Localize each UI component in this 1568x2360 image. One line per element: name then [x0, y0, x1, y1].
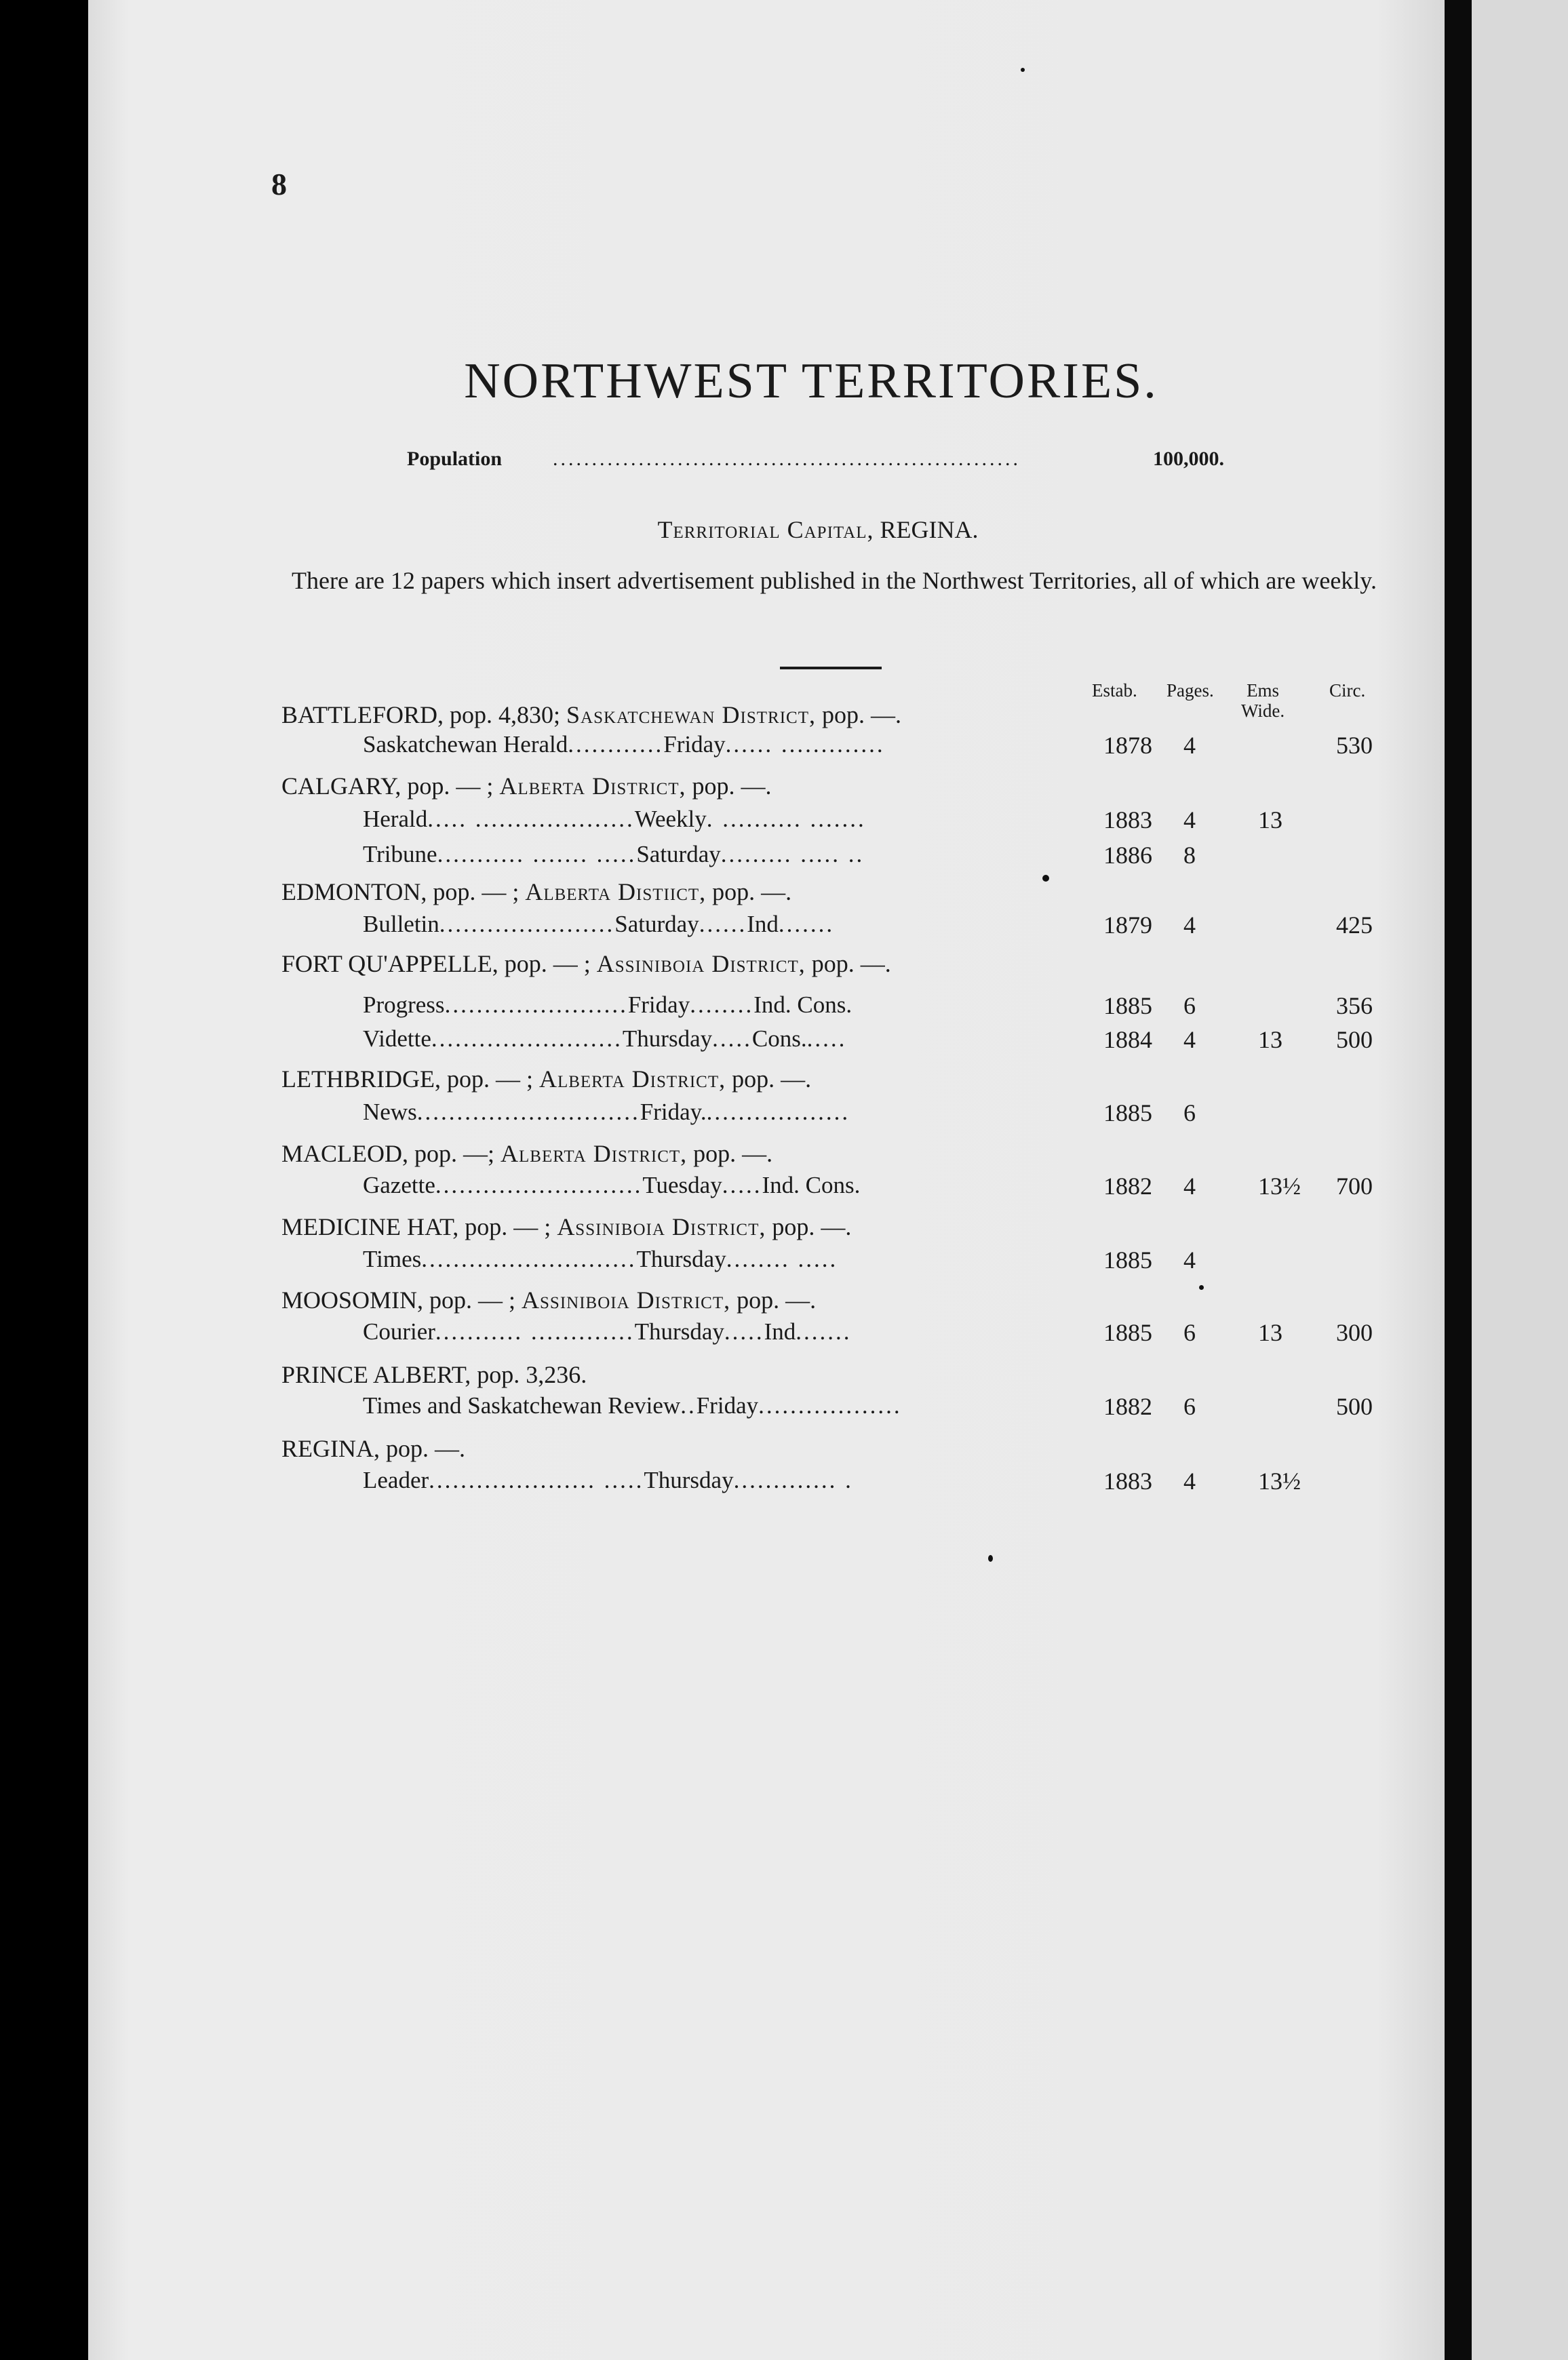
- intro-paragraph: There are 12 papers which insert advertisement published in the Northwest Territories, all of which are weekly.: [292, 567, 1377, 594]
- population-value: 100,000.: [1153, 448, 1224, 470]
- leader-dots: ............................: [416, 1099, 640, 1125]
- paper-day: Thursday: [644, 1467, 734, 1493]
- scan-speck: [1042, 875, 1049, 882]
- paper-row: [363, 731, 885, 758]
- paper-politics: Ind. Cons.: [753, 991, 852, 1018]
- estab-value: 1883: [1103, 1468, 1152, 1495]
- paper-day: Thursday: [636, 1246, 726, 1272]
- town-name: MEDICINE HAT, pop. — ;: [281, 1213, 551, 1240]
- town-name: LETHBRIDGE, pop. — ;: [281, 1065, 533, 1093]
- page-title-row: [0, 353, 1568, 410]
- town-heading: [281, 772, 772, 800]
- column-header-estab: Estab.: [1092, 680, 1137, 701]
- column-header-ems: [1241, 680, 1285, 721]
- paper-name: Vidette: [363, 1025, 431, 1052]
- town-suffix: pop. —.: [737, 1286, 817, 1314]
- pages-value: 4: [1183, 1173, 1196, 1200]
- paper-row: [363, 841, 864, 868]
- paper-row: [363, 991, 852, 1019]
- pages-value: 4: [1183, 1026, 1196, 1053]
- column-header-pages: Pages.: [1167, 680, 1214, 701]
- paper-day: Weekly: [634, 806, 707, 832]
- leader-dots: ........... .............: [435, 1318, 635, 1345]
- pages-value: 4: [1183, 1246, 1196, 1274]
- town-heading: [281, 1213, 851, 1241]
- estab-value: 1885: [1103, 992, 1152, 1019]
- paper-name: Gazette: [363, 1172, 435, 1198]
- paper-row: [363, 911, 834, 938]
- leader-dots: ......................: [439, 911, 615, 937]
- estab-value: 1884: [1103, 1026, 1152, 1053]
- paper-day: Thursday: [634, 1318, 724, 1345]
- paper-row: [363, 1246, 838, 1273]
- leader-dots: ..... ....................: [427, 806, 635, 832]
- leader-dots: ......: [699, 911, 747, 937]
- paper-row: [363, 1172, 860, 1199]
- town-district: Assiniboia District,: [596, 950, 806, 977]
- town-heading: [281, 1286, 816, 1314]
- leader-dots: .....: [724, 1318, 764, 1345]
- paper-row: [363, 1392, 902, 1419]
- column-header-ems-line1: Ems: [1247, 680, 1280, 701]
- town-name: FORT QU'APPELLE, pop. — ;: [281, 950, 591, 977]
- pages-value: 6: [1183, 1099, 1196, 1126]
- paper-name: Leader: [363, 1467, 429, 1493]
- estab-value: 1882: [1103, 1173, 1152, 1200]
- leader-dots: .......................: [444, 991, 628, 1018]
- town-heading: [281, 1360, 587, 1389]
- paper-politics: Ind: [747, 911, 779, 937]
- leader-dots: ............: [568, 731, 664, 758]
- leader-dots: ..................: [706, 1099, 850, 1125]
- column-header-ems-line2: Wide.: [1241, 701, 1285, 721]
- leader-dots: ........... ....... .....: [437, 841, 637, 867]
- town-suffix: pop. —.: [732, 1065, 812, 1093]
- town-district: Saskatchewan District,: [566, 701, 816, 728]
- leader-dots: .....: [806, 1025, 847, 1052]
- leader-dots: ..........................: [435, 1172, 643, 1198]
- paper-name: Bulletin: [363, 911, 439, 937]
- town-district: Alberta Distiict,: [525, 878, 707, 905]
- paper-day: Saturday: [636, 841, 721, 867]
- leader-dots: .....: [712, 1025, 752, 1052]
- paper-name: Herald: [363, 806, 428, 832]
- paper-name: Progress: [363, 991, 445, 1018]
- paper-name: Tribune: [363, 841, 437, 867]
- estab-value: 1882: [1103, 1393, 1152, 1420]
- paper-day: Friday: [696, 1392, 759, 1419]
- town-name: MACLEOD, pop. —;: [281, 1140, 494, 1167]
- town-suffix: pop. —.: [811, 950, 891, 977]
- town-name: REGINA, pop. —.: [281, 1435, 465, 1462]
- pages-value: 4: [1183, 1468, 1196, 1495]
- estab-value: 1879: [1103, 911, 1152, 939]
- town-district: Alberta District,: [499, 772, 686, 800]
- ems-value: 13: [1258, 1319, 1282, 1346]
- leader-dots: .....: [722, 1172, 762, 1198]
- leader-dots: ..................... .....: [429, 1467, 644, 1493]
- ems-value: 13½: [1258, 1173, 1301, 1200]
- scan-speck: [988, 1555, 993, 1562]
- town-heading: [281, 949, 891, 978]
- population-label: Population: [407, 448, 503, 470]
- leader-dots: ..................: [758, 1392, 902, 1419]
- capital-prefix: Territorial Capital,: [657, 516, 874, 543]
- estab-value: 1878: [1103, 732, 1152, 759]
- town-suffix: pop. —.: [692, 772, 772, 800]
- circ-value: 425: [1336, 911, 1373, 939]
- paper-name: Times and Saskatchewan Review: [363, 1392, 681, 1419]
- leader-dots: ...... .............: [725, 731, 885, 758]
- leader-dots: . .......... .......: [706, 806, 866, 832]
- leader-dots: ............. .: [733, 1467, 853, 1493]
- paper-politics: Ind. Cons.: [762, 1172, 861, 1198]
- population-line: [407, 448, 1224, 471]
- paper-day: Saturday: [614, 911, 699, 937]
- paper-day: Friday.: [640, 1099, 707, 1125]
- ems-value: 13½: [1258, 1468, 1301, 1495]
- leader-dots: ........: [690, 991, 754, 1018]
- leader-dots: ......... ..... ..: [720, 841, 865, 867]
- leader-dots: .......: [796, 1318, 852, 1345]
- leader-dots: ........................: [431, 1025, 623, 1052]
- pages-value: 6: [1183, 1393, 1196, 1420]
- estab-value: 1885: [1103, 1319, 1152, 1346]
- paper-name: Courier: [363, 1318, 435, 1345]
- town-heading: [281, 878, 791, 906]
- estab-value: 1886: [1103, 842, 1152, 869]
- town-name: EDMONTON, pop. — ;: [281, 878, 520, 905]
- town-heading: [281, 1139, 772, 1168]
- paper-row: [363, 1099, 850, 1126]
- circ-value: 500: [1336, 1393, 1373, 1420]
- population-leader: ............................................................: [553, 448, 1021, 470]
- leader-dots: .......: [778, 911, 835, 937]
- town-name: BATTLEFORD, pop. 4,830;: [281, 701, 561, 728]
- paper-politics: Cons.: [751, 1025, 807, 1052]
- paper-row: [363, 1467, 853, 1494]
- ems-value: 13: [1258, 1026, 1282, 1053]
- town-suffix: pop. —.: [693, 1140, 773, 1167]
- paper-name: Times: [363, 1246, 422, 1272]
- town-name: CALGARY, pop. — ;: [281, 772, 494, 800]
- circ-value: 356: [1336, 992, 1373, 1019]
- circ-value: 500: [1336, 1026, 1373, 1053]
- town-heading: [281, 701, 901, 729]
- estab-value: 1885: [1103, 1246, 1152, 1274]
- estab-value: 1885: [1103, 1099, 1152, 1126]
- paper-day: Thursday: [622, 1025, 713, 1052]
- pages-value: 8: [1183, 842, 1196, 869]
- town-suffix: pop. —.: [821, 701, 901, 728]
- circ-value: 530: [1336, 732, 1373, 759]
- pages-value: 4: [1183, 806, 1196, 833]
- page-title: NORTHWEST TERRITORIES.: [464, 353, 1158, 409]
- leader-dots: ...........................: [421, 1246, 637, 1272]
- leader-dots: ..: [680, 1392, 697, 1419]
- paper-day: Friday: [627, 991, 690, 1018]
- town-district: Assiniboia District,: [522, 1286, 731, 1314]
- circ-value: 300: [1336, 1319, 1373, 1346]
- circ-value: 700: [1336, 1173, 1373, 1200]
- paper-name: Saskatchewan Herald: [363, 731, 568, 758]
- paper-day: Tuesday: [642, 1172, 722, 1198]
- page-number: 8: [271, 167, 287, 201]
- paper-row: [363, 806, 866, 833]
- paper-politics: Ind: [764, 1318, 796, 1345]
- leader-dots: ........ .....: [726, 1246, 838, 1272]
- scan-speck: [1021, 68, 1025, 72]
- capital-line: [0, 515, 1568, 544]
- ems-value: 13: [1258, 806, 1282, 833]
- divider-rule: [780, 667, 882, 669]
- town-suffix: pop. —.: [772, 1213, 852, 1240]
- town-district: Alberta District,: [501, 1140, 688, 1167]
- paper-row: [363, 1025, 846, 1053]
- paper-name: News: [363, 1099, 417, 1125]
- pages-value: 4: [1183, 911, 1196, 939]
- town-heading: [281, 1065, 811, 1093]
- town-suffix: pop. —.: [712, 878, 792, 905]
- capital-city: REGINA.: [880, 516, 979, 543]
- column-header-circ: Circ.: [1329, 680, 1366, 701]
- pages-value: 4: [1183, 732, 1196, 759]
- town-name: MOOSOMIN, pop. — ;: [281, 1286, 516, 1314]
- scan-speck: [1199, 1285, 1204, 1290]
- pages-value: 6: [1183, 1319, 1196, 1346]
- town-district: Assiniboia District,: [557, 1213, 766, 1240]
- paper-day: Friday: [663, 731, 726, 758]
- estab-value: 1883: [1103, 806, 1152, 833]
- town-name: PRINCE ALBERT, pop. 3,236.: [281, 1361, 587, 1388]
- town-district: Alberta District,: [538, 1065, 726, 1093]
- pages-value: 6: [1183, 992, 1196, 1019]
- town-heading: [281, 1434, 465, 1463]
- paper-row: [363, 1318, 852, 1345]
